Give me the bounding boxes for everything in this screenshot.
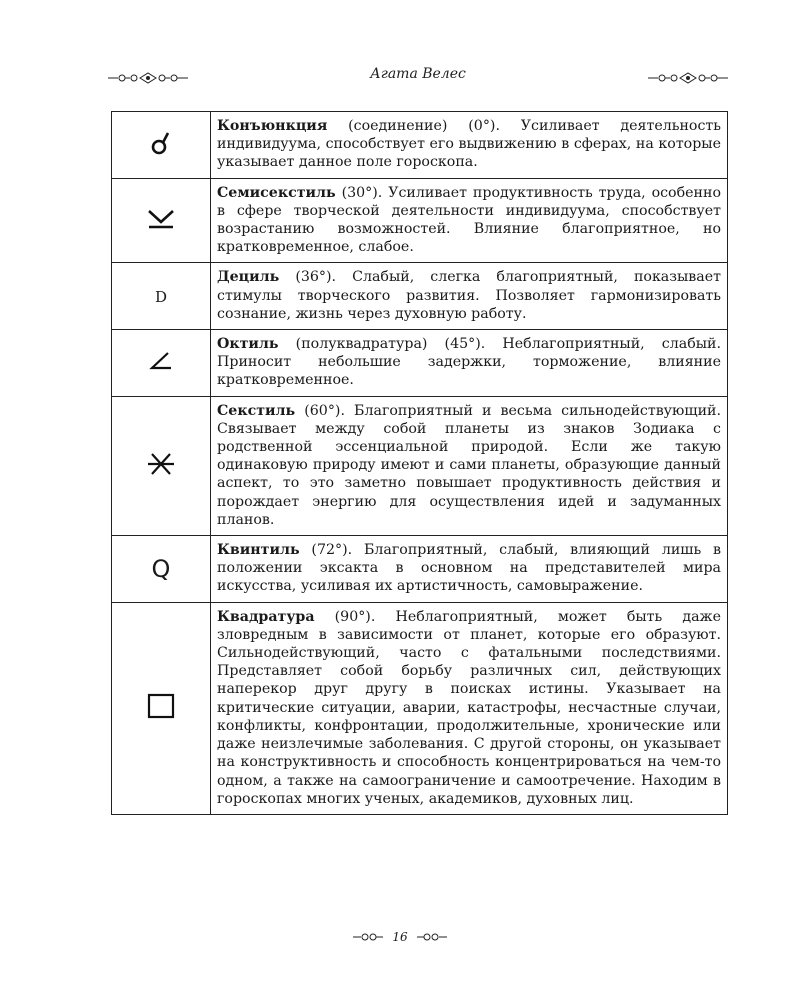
symbol-cell: [112, 112, 211, 179]
aspect-text: (30°). Усиливает продуктивность труда, особенно в сфере творческой деятельности индивидуума, способствует возрастанию возможностей. Влияние благоприятное, но кратковременное, слабое.: [217, 184, 721, 256]
quintile-symbol: Q: [151, 554, 171, 583]
symbol-cell: [112, 178, 211, 263]
table-row: [112, 330, 728, 397]
symbol-cell: [112, 396, 211, 535]
aspect-text: (соединение) (0°). Усиливает деятельность индивидуума, способствует его выдвижению в сферах, на которые указывает данное поле гороскопа.: [217, 118, 721, 171]
octile-icon: [148, 350, 174, 372]
aspect-term: Квинтиль: [217, 542, 300, 559]
aspect-term: Конъюнкция: [217, 118, 328, 134]
aspect-description: [211, 178, 728, 263]
aspect-term: Октиль: [217, 336, 279, 353]
aspect-description: [211, 112, 728, 179]
ornament-right-icon: [648, 72, 728, 84]
symbol-cell: [112, 536, 211, 603]
aspect-term: Секстиль: [217, 402, 296, 419]
page-number: 16: [392, 929, 408, 944]
ornament-footer-left-icon: [353, 932, 383, 942]
page-footer: [0, 926, 800, 945]
conjunction-icon: [149, 130, 173, 156]
ornament-footer-right-icon: [417, 932, 447, 942]
aspect-text: (полуквадратура) (45°). Неблагоприятный, слабый. Приносит небольшие задержки, торможение, влияние кратковременное.: [217, 336, 721, 389]
page-header: [108, 66, 728, 90]
table-row: [112, 263, 728, 330]
symbol-cell: [112, 602, 211, 814]
symbol-cell: [112, 330, 211, 397]
table-row: [112, 112, 728, 179]
table-row: [112, 602, 728, 814]
aspect-description: [211, 602, 728, 814]
aspect-description: [211, 396, 728, 535]
table-row: [112, 178, 728, 263]
semisextile-icon: [146, 208, 176, 230]
decile-symbol: D: [154, 287, 168, 306]
symbol-cell: [112, 263, 211, 330]
aspects-table: [111, 111, 728, 815]
table-row: [112, 396, 728, 535]
aspect-text: (72°). Благоприятный, слабый, влияющий лишь в положении эксакта в основном на представителей мира искусства, усиливая их артистичность, самовыражение.: [217, 542, 721, 595]
author-name: Агата Велес: [370, 66, 466, 82]
sextile-icon: [146, 451, 176, 477]
aspect-text: (60°). Благоприятный и весьма сильнодействующий. Связывает между собой планеты из знаков Зодиака с родственной эссенциальной природой. Если же такую одинаковую природу имеют и сами планеты, образующие данный аспект, то это заметно повышает продуктивность действия и порождает энергию для осуществления идей и задуманных планов.: [217, 402, 721, 528]
aspect-term: Квадратура: [217, 608, 315, 625]
aspect-description: [211, 330, 728, 397]
aspect-text: (36°). Слабый, слегка благоприятный, показывает стимулы творческого развития. Позволяет гармонизировать сознание, жизнь через духовную работу.: [217, 269, 721, 322]
square-icon: [147, 693, 175, 719]
aspect-term: Семисекстиль: [217, 184, 336, 201]
table-row: [112, 536, 728, 603]
aspect-description: [211, 536, 728, 603]
aspect-text: (90°). Неблагоприятный, может быть даже зловредным в зависимости от планет, которые его образуют. Сильнодействующий, часто с фатальными последствиями. Представляет собой борьбу различных сил, действующих наперекор друг другу в поисках истины. Указывает на критические ситуации, аварии, катастрофы, несчастные случаи, конфликты, конфронтации, продолжительные, хронические или даже неизлечимые заболевания. С другой стороны, он указывает на конструктивность и способность концентрироваться на чем-то одном, а также на самоограничение и самоотречение. Находим в гороскопах многих ученых, академиков, духовных лиц.: [217, 608, 721, 807]
aspect-term: Дециль: [217, 269, 280, 286]
aspect-description: [211, 263, 728, 330]
